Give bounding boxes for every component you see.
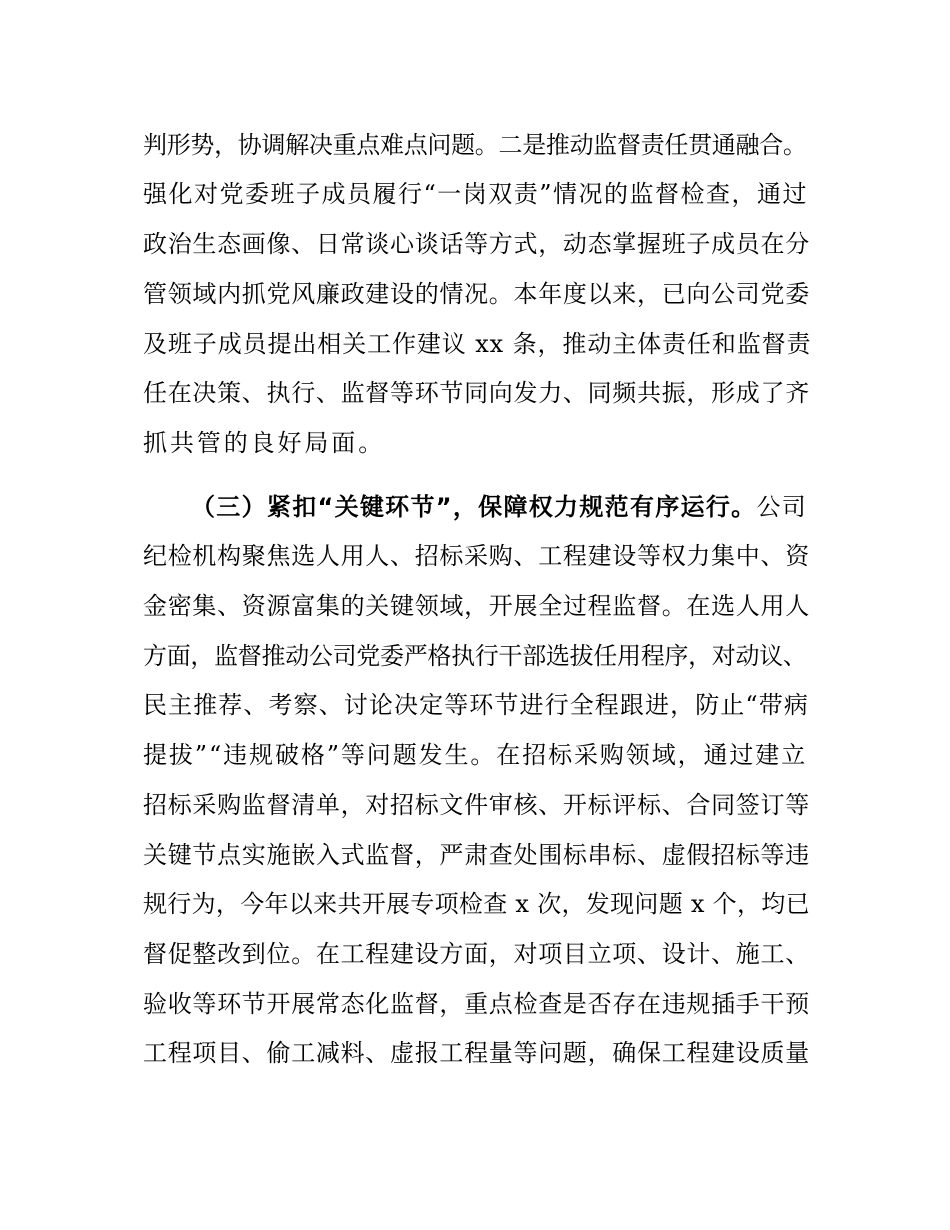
paragraph-line: 民主推荐、考察、讨论决定等环节进行全程跟进，防止“带病 bbox=[143, 691, 809, 719]
paragraph-line: 验收等环节开展常态化监督，重点检查是否存在违规插手干预 bbox=[143, 990, 810, 1018]
paragraph-line: 规行为，今年以来共开展专项检查 x 次，发现问题 x 个，均已 bbox=[143, 890, 810, 918]
paragraph-line: 纪检机构聚焦选人用人、招标采购、工程建设等权力集中、资 bbox=[143, 542, 810, 570]
paragraph-line: 方面，监督推动公司党委严格执行干部选拔任用程序，对动议、 bbox=[143, 642, 807, 670]
paragraph-line: 政治生态画像、日常谈心谈话等方式，动态掌握班子成员在分 bbox=[143, 230, 810, 258]
paragraph-line: 抓共管的良好局面。 bbox=[143, 429, 386, 457]
paragraph-line: 提拔”“违规破格”等问题发生。在招标采购领域，通过建立 bbox=[143, 741, 808, 769]
paragraph-line: 强化对党委班子成员履行“一岗双责”情况的监督检查，通过 bbox=[143, 180, 809, 208]
section-heading-line bbox=[191, 492, 807, 522]
paragraph-line: 管领域内抓党风廉政建设的情况。本年度以来，已向公司党委 bbox=[143, 280, 810, 308]
paragraph-line: 及班子成员提出相关工作建议 xx 条，推动主体责任和监督责 bbox=[143, 330, 812, 358]
paragraph-line: 关键节点实施嵌入式监督，严肃查处围标串标、虚假招标等违 bbox=[143, 841, 810, 869]
paragraph-line: 判形势，协调解决重点难点问题。二是推动监督责任贯通融合。 bbox=[143, 131, 807, 159]
paragraph-line: 督促整改到位。在工程建设方面，对项目立项、设计、施工、 bbox=[143, 940, 810, 968]
paragraph-line: 金密集、资源富集的关键领域，开展全过程监督。在选人用人 bbox=[143, 592, 810, 620]
heading-line-rest: 公司 bbox=[756, 493, 808, 521]
paragraph-line: 任在决策、执行、监督等环节同向发力、同频共振，形成了齐 bbox=[143, 379, 810, 407]
paragraph-line: 工程项目、偷工减料、虚报工程量等问题，确保工程建设质量 bbox=[143, 1039, 810, 1067]
section-heading: （三）紧扣“关键环节”，保障权力规范有序运行。 bbox=[191, 493, 757, 521]
paragraph-line: 招标采购监督清单，对招标文件审核、开标评标、合同签订等 bbox=[143, 791, 810, 819]
